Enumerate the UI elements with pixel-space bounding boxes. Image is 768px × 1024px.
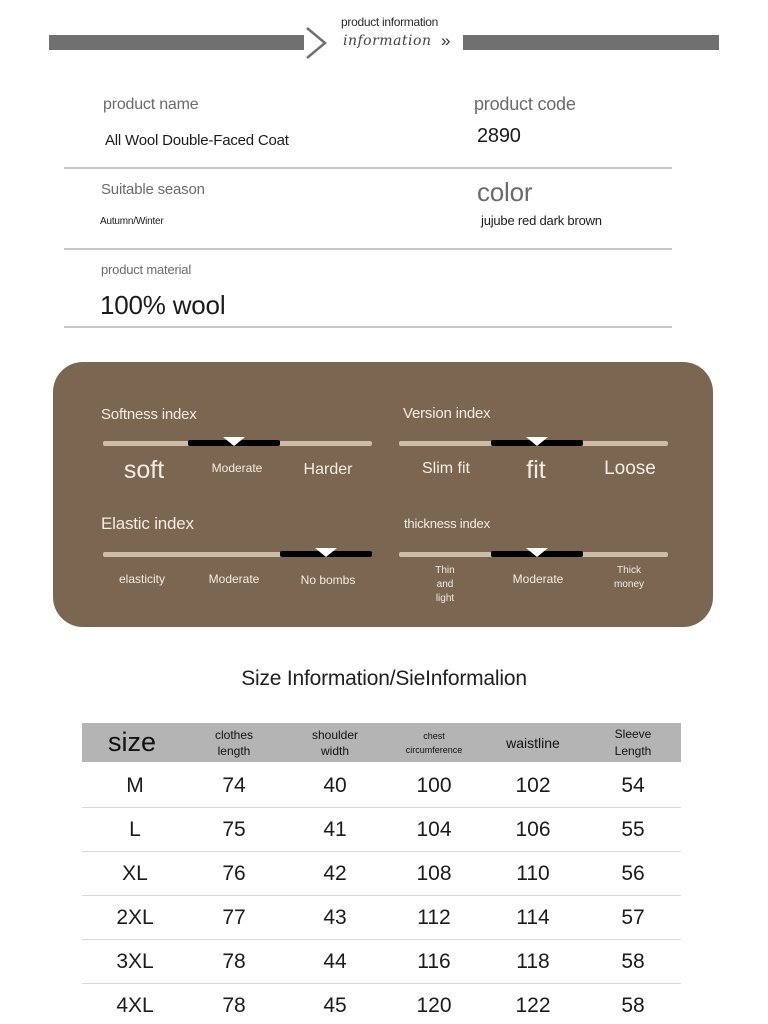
row-divider [82,851,681,852]
thickness-option-thick-money: Thick money [613,565,644,590]
material-value: 100% wool [100,290,226,320]
cell-chest: 104 [416,818,452,841]
header-sleeve-line2: Length [614,743,652,758]
elastic-index-title: Elastic index [101,514,194,533]
product-name-label: product name [103,96,199,113]
cell-waistline: 118 [516,950,550,973]
material-label: product material [101,262,192,277]
cell-size: 2XL [116,906,154,929]
cell-sleeve-length: 54 [621,774,645,797]
cell-size: M [126,774,144,797]
version-option-fit: fit [526,456,546,484]
header-chest-line2: circumference [405,744,463,755]
size-table-title: Size Information/SieInformalion [241,667,527,690]
header-clothes-length [215,723,253,762]
softness-index-title: Softness index [101,406,197,423]
header-shoulder-width [312,723,358,762]
thickness-option-thin-and-light: Thin and light [435,565,455,604]
cell-clothes-length: 78 [222,994,246,1017]
version-marker-icon [526,437,548,446]
season-value: Autumn/Winter [100,216,164,227]
season-label: Suitable season [101,181,205,198]
cell-chest: 116 [417,950,451,973]
version-option-loose: Loose [604,458,656,479]
header-chest-circumference [406,723,463,762]
thickness-option-moderate: Moderate [512,572,564,586]
header-chest-line1: chest [423,730,445,741]
arrow-right-icon [305,26,329,60]
elastic-option-moderate: Moderate [208,572,260,586]
cell-size: 4XL [116,994,154,1017]
header-clothes-length-line1: clothes [214,727,254,742]
version-index-title: Version index [403,405,491,422]
header-sleeve-line1: Sleeve [614,726,652,741]
product-code-value: 2890 [477,125,521,147]
thickness-marker-icon [526,548,548,557]
header-title: product information [341,15,439,29]
header-shoulder-width-line2: width [320,743,349,758]
cell-shoulder-width: 42 [323,862,347,885]
cell-shoulder-width: 45 [323,994,347,1017]
cell-waistline: 106 [515,818,551,841]
thickness-index-title: thickness index [404,516,490,531]
header-size-label: size [107,727,157,757]
color-label: color [477,177,533,207]
cell-clothes-length: 77 [222,906,246,929]
softness-option-soft: soft [123,456,165,484]
cell-clothes-length: 78 [222,950,246,973]
header-waistline-label: waistline [506,734,560,751]
cell-waistline: 110 [516,862,550,885]
row-divider [82,895,681,896]
header-bar-left [49,35,304,50]
header-clothes-length-line2: length [217,743,251,758]
divider [64,248,672,250]
divider [64,167,672,169]
cell-chest: 120 [416,994,452,1017]
header-waistline [506,723,560,762]
chevron-double-right-icon: » [441,31,451,50]
cell-clothes-length: 74 [222,774,246,797]
cell-waistline: 114 [516,906,550,929]
cell-waistline: 122 [515,994,551,1017]
divider [64,326,672,328]
cell-sleeve-length: 58 [621,950,645,973]
cell-sleeve-length: 56 [621,862,645,885]
elastic-marker-icon [315,548,337,557]
cell-size: XL [122,862,148,885]
cell-size: 3XL [116,950,154,973]
cell-sleeve-length: 58 [621,994,645,1017]
version-option-slim-fit: Slim fit [422,460,470,477]
row-divider [82,939,681,940]
row-divider [82,807,681,808]
size-table-header [82,723,681,762]
header-shoulder-width-line1: shoulder [311,727,359,742]
cell-shoulder-width: 41 [323,818,347,841]
cell-chest: 100 [416,774,452,797]
header-size [108,723,156,762]
cell-chest: 108 [416,862,452,885]
cell-waistline: 102 [515,774,551,797]
cell-clothes-length: 75 [222,818,246,841]
softness-option-moderate: Moderate [211,461,263,475]
softness-option-harder: Harder [303,461,353,478]
header-script-text: information [343,33,432,49]
cell-shoulder-width: 43 [323,906,347,929]
elastic-option-no-bombs: No bombs [300,573,356,587]
row-divider [82,983,681,984]
product-name-value: All Wool Double-Faced Coat [105,132,289,149]
cell-size: L [129,818,141,841]
cell-chest: 112 [417,906,451,929]
cell-clothes-length: 76 [222,862,246,885]
cell-shoulder-width: 40 [323,774,347,797]
elastic-option-elasticity: elasticity [118,572,166,586]
header-bar-right [463,35,719,50]
color-value: jujube red dark brown [481,213,602,228]
fabric-index-panel [53,362,713,627]
header-sleeve-length [615,723,652,762]
cell-sleeve-length: 55 [621,818,645,841]
softness-marker-icon [223,437,245,446]
cell-shoulder-width: 44 [323,950,347,973]
product-code-label: product code [474,94,576,114]
cell-sleeve-length: 57 [621,906,645,929]
